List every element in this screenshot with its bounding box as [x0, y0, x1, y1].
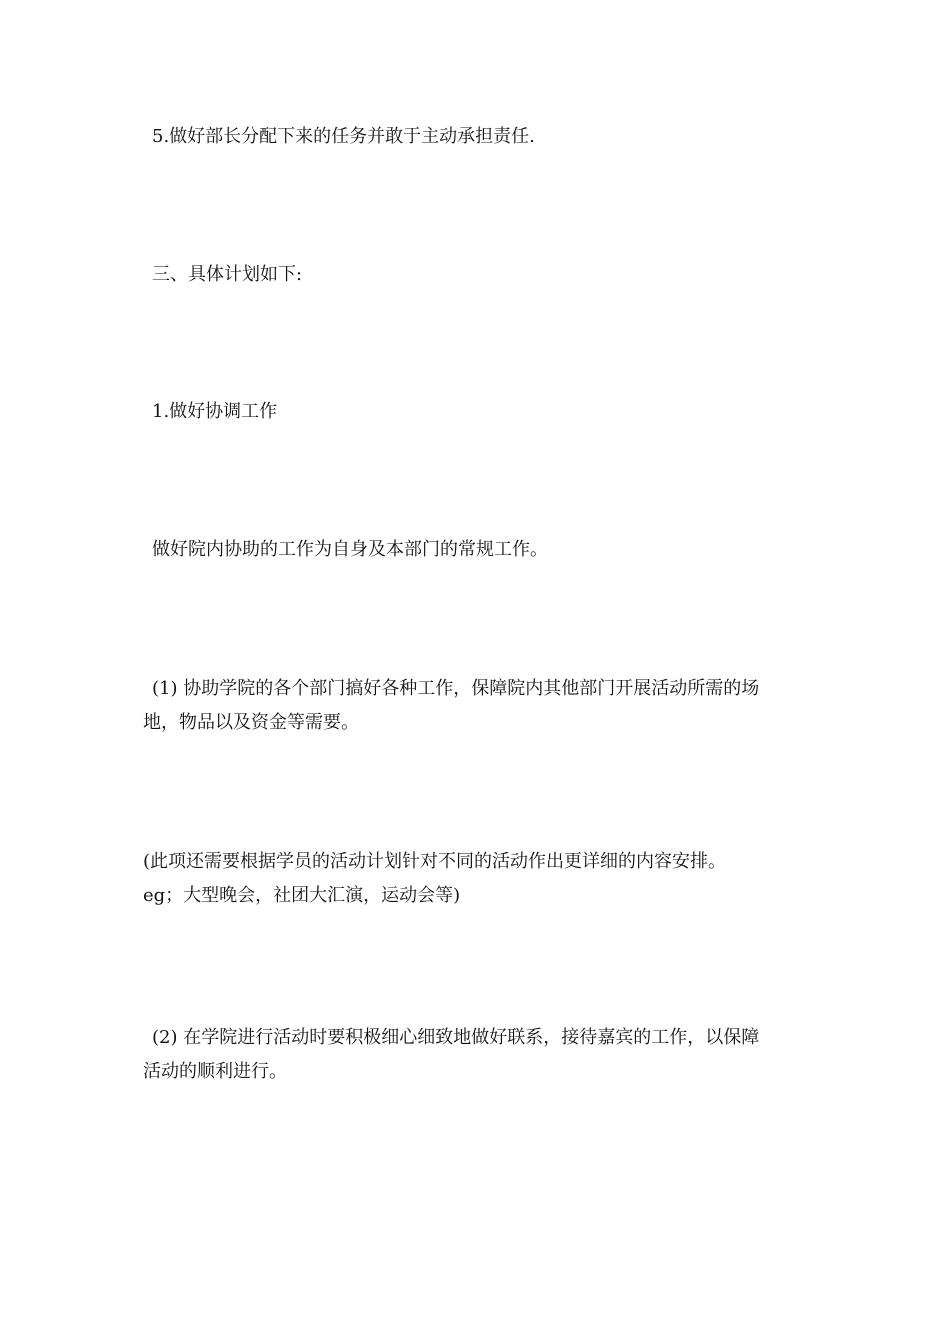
- paragraph-line: 做好院内协助的工作为自身及本部门的常规工作。: [152, 539, 548, 560]
- paragraph-line: eg；大型晚会，社团大汇演，运动会等): [143, 885, 461, 906]
- subheading-1: [143, 395, 822, 429]
- heading-line: 三、具体计划如下:: [152, 264, 303, 285]
- paragraph-item-2: [143, 1021, 813, 1089]
- paragraph-line: 活动的顺利进行。: [143, 1061, 287, 1082]
- paragraph-line: (2) 在学院进行活动时要积极细心细致地做好联系，接待嘉宾的工作，以保障: [152, 1027, 760, 1048]
- paragraph-line: 5.做好部长分配下来的任务并敢于主动承担责任.: [152, 126, 535, 147]
- section-heading-3: [143, 258, 822, 292]
- paragraph-item-5: [143, 120, 822, 154]
- paragraph-line: (1) 协助学院的各个部门搞好各种工作，保障院内其他部门开展活动所需的场: [152, 678, 760, 699]
- paragraph-item-1: [143, 672, 813, 740]
- paragraph-routine-work: [143, 533, 822, 567]
- paragraph-line: (此项还需要根据学员的活动计划针对不同的活动作出更详细的内容安排。: [143, 851, 727, 872]
- paragraph-line: 地，物品以及资金等需要。: [143, 712, 359, 733]
- paragraph-note: [143, 845, 813, 913]
- subheading-line: 1.做好协调工作: [152, 401, 278, 422]
